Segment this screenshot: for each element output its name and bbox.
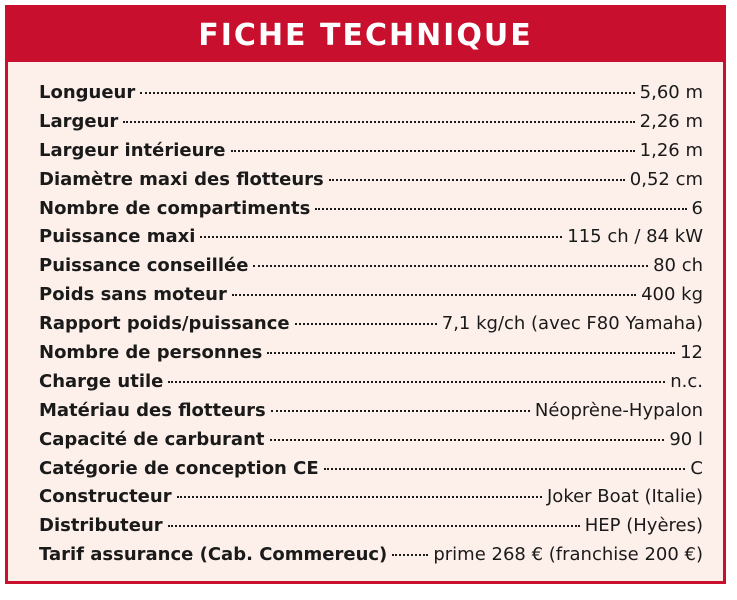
- dot-leader: [295, 323, 437, 325]
- spec-label: Rapport poids/puissance: [39, 313, 290, 335]
- spec-row: [39, 111, 703, 140]
- spec-label: Puissance conseillée: [39, 255, 249, 277]
- dot-leader: [232, 294, 636, 296]
- spec-value: 1,26 m: [639, 139, 703, 161]
- spec-value: 80 ch: [653, 255, 703, 277]
- spec-label: Matériau des flotteurs: [39, 399, 266, 421]
- dot-leader: [392, 554, 428, 556]
- spec-value: Néoprène-Hypalon: [534, 399, 703, 421]
- spec-row: [39, 429, 703, 458]
- spec-value: Joker Boat (Italie): [547, 486, 703, 508]
- spec-value: n.c.: [670, 370, 703, 392]
- spec-label: Diamètre maxi des flotteurs: [39, 168, 324, 190]
- spec-label: Poids sans moteur: [39, 284, 227, 306]
- spec-row: [39, 342, 703, 371]
- spec-value: HEP (Hyères): [584, 515, 703, 537]
- header-bar: [8, 8, 723, 62]
- dot-leader: [168, 381, 665, 383]
- page-title: FICHE TECHNIQUE: [198, 17, 533, 53]
- spec-value: 0,52 cm: [629, 168, 703, 190]
- spec-row: [39, 140, 703, 169]
- spec-row: [39, 226, 703, 255]
- spec-row: [39, 371, 703, 400]
- spec-label: Nombre de personnes: [39, 342, 263, 364]
- spec-label: Largeur intérieure: [39, 139, 226, 161]
- spec-value: 400 kg: [641, 284, 703, 306]
- dot-leader: [231, 150, 635, 152]
- dot-leader: [253, 265, 648, 267]
- dot-leader: [324, 468, 686, 470]
- spec-row: [39, 544, 703, 573]
- spec-row: [39, 169, 703, 198]
- spec-row: [39, 400, 703, 429]
- spec-value: 115 ch / 84 kW: [567, 226, 703, 248]
- dot-leader: [200, 236, 562, 238]
- spec-card: [5, 5, 726, 584]
- spec-list: [39, 82, 703, 573]
- dot-leader: [315, 208, 686, 210]
- dot-leader: [267, 352, 675, 354]
- spec-value: 90 l: [669, 428, 703, 450]
- dot-leader: [140, 92, 634, 94]
- spec-value: prime 268 € (franchise 200 €): [433, 544, 703, 566]
- spec-row: [39, 313, 703, 342]
- spec-value: 2,26 m: [639, 110, 703, 132]
- spec-row: [39, 255, 703, 284]
- spec-row: [39, 198, 703, 227]
- spec-label: Catégorie de conception CE: [39, 457, 319, 479]
- spec-value: 12: [680, 342, 703, 364]
- spec-label: Capacité de carburant: [39, 428, 265, 450]
- dot-leader: [168, 525, 580, 527]
- spec-label: Nombre de compartiments: [39, 197, 311, 219]
- dot-leader: [271, 410, 530, 412]
- dot-leader: [270, 439, 665, 441]
- spec-row: [39, 515, 703, 544]
- dot-leader: [123, 121, 634, 123]
- spec-label: Longueur: [39, 82, 136, 103]
- spec-row: [39, 458, 703, 487]
- spec-label: Distributeur: [39, 515, 163, 537]
- dot-leader: [329, 179, 625, 181]
- spec-label: Puissance maxi: [39, 226, 196, 248]
- dot-leader: [177, 496, 542, 498]
- spec-row: [39, 486, 703, 515]
- spec-value: 6: [691, 197, 703, 219]
- spec-value: 7,1 kg/ch (avec F80 Yamaha): [441, 313, 703, 335]
- spec-value: C: [690, 457, 703, 479]
- spec-label: Constructeur: [39, 486, 172, 508]
- spec-label: Tarif assurance (Cab. Commereuc): [39, 544, 388, 566]
- spec-value: 5,60 m: [639, 82, 703, 103]
- spec-label: Charge utile: [39, 370, 164, 392]
- spec-label: Largeur: [39, 110, 119, 132]
- spec-row: [39, 82, 703, 111]
- spec-row: [39, 284, 703, 313]
